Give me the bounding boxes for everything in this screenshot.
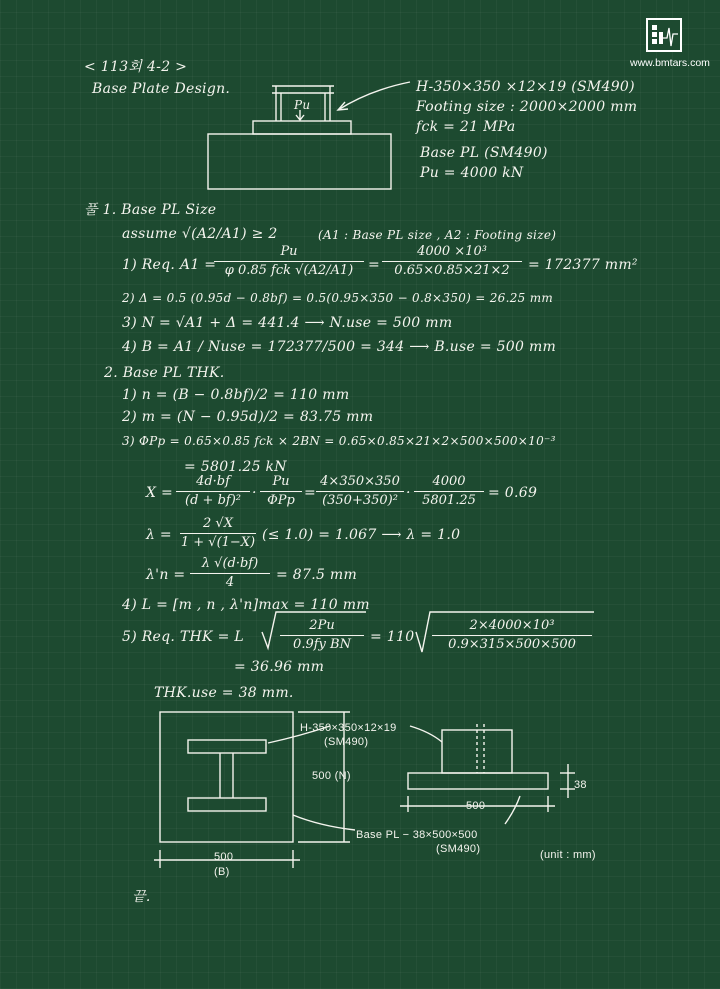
plan-section-grade: (SM490): [324, 736, 369, 748]
given-fck: fck = 21 MPa: [416, 119, 516, 135]
x-equals: =: [304, 485, 317, 501]
step2-heading: 2. Base PL THK.: [104, 365, 225, 381]
x-fraction-1: 4d·bf (d + bf)²: [176, 474, 250, 509]
x-fraction-4: 4000 5801.25: [414, 474, 484, 509]
thk-result: = 36.96 mm: [234, 659, 325, 675]
plate-label: Base PL − 38×500×500: [356, 829, 478, 841]
req-a1-prefix: 1) Req. A1 =: [122, 257, 217, 273]
step1-assume: assume √(A2/A1) ≥ 2: [122, 226, 278, 242]
given-load: Pu = 4000 kN: [420, 165, 524, 181]
n-line: 3) N = √A1 + Δ = 441.4 ⟶ N.use = 500 mm: [122, 315, 453, 331]
pp-line: 3) ΦPp = 0.65×0.85 fck × 2BN = 0.65×0.85×21×2×500×500×10⁻³: [122, 434, 556, 448]
lambda-lhs: λ =: [146, 527, 172, 543]
lambda-result: (≤ 1.0) = 1.067 ⟶ λ = 1.0: [262, 527, 461, 543]
plate-grade: (SM490): [436, 843, 481, 855]
b-line: 4) B = A1 / Nuse = 172377/500 = 344 ⟶ B.use = 500 mm: [122, 339, 557, 355]
thk-fraction-2: 2×4000×10³ 0.9×315×500×500: [432, 618, 592, 653]
diagram-load-label: Pu: [294, 98, 311, 112]
lambda-n-fraction: λ √(d·bf) 4: [190, 556, 270, 591]
thk-fraction-1: 2Pu 0.9fy BN: [280, 618, 364, 653]
b-dimension-sub: (B): [214, 866, 230, 878]
end-mark: 끝.: [132, 889, 151, 905]
req-a1-fraction-values: 4000 ×10³ 0.65×0.85×21×2: [382, 244, 522, 279]
unit-note: (unit : mm): [540, 849, 596, 861]
side-dimension: 500: [466, 800, 486, 812]
thk-mid: = 110: [370, 629, 415, 645]
delta-line: 2) Δ = 0.5 (0.95d − 0.8bf) = 0.5(0.95×350 − 0.8×350) = 26.25 mm: [122, 291, 554, 305]
n-cantilever-line: 1) n = (B − 0.8bf)/2 = 110 mm: [122, 387, 350, 403]
thk-prefix: 5) Req. THK = L: [122, 629, 244, 645]
m-cantilever-line: 2) m = (N − 0.95d)/2 = 83.75 mm: [122, 409, 374, 425]
lambda-fraction: 2 √X 1 + √(1−X): [180, 516, 256, 550]
given-footing: Footing size : 2000×2000 mm: [416, 99, 638, 115]
req-a1-equals: =: [368, 257, 381, 273]
x-fraction-2: Pu ΦPp: [260, 474, 302, 509]
req-a1-result: = 172377 mm²: [528, 257, 638, 273]
pp-result: = 5801.25 kN: [184, 459, 287, 475]
n-dimension: 500 (N): [312, 770, 351, 782]
lambda-n-result: = 87.5 mm: [276, 567, 358, 583]
x-result: = 0.69: [488, 485, 538, 501]
plan-section-label: H-350×350×12×19: [300, 722, 397, 734]
given-section: H-350×350 ×12×19 (SM490): [416, 79, 635, 95]
problem-ref: < 113회 4-2 >: [84, 59, 188, 75]
step1-assume-note: (A1 : Base PL size , A2 : Footing size): [318, 228, 557, 242]
x-dot-1: ·: [252, 485, 257, 501]
x-lhs: X =: [146, 485, 174, 501]
given-plate: Base PL (SM490): [420, 145, 548, 161]
x-dot-2: ·: [406, 485, 411, 501]
req-a1-fraction: Pu φ 0.85 fck √(A2/A1): [214, 244, 364, 279]
thk-dimension: 38: [574, 779, 587, 791]
l-line: 4) L = [m , n , λ'n]max = 110 mm: [122, 597, 370, 613]
x-fraction-3: 4×350×350 (350+350)²: [316, 474, 404, 509]
thk-use: THK.use = 38 mm.: [154, 685, 294, 701]
step1-heading: 풀 1. Base PL Size: [84, 202, 217, 218]
lambda-n-lhs: λ'n =: [146, 567, 186, 583]
b-dimension: 500: [214, 851, 234, 863]
logo-url: www.bmtars.com: [630, 57, 710, 69]
page-title: Base Plate Design.: [92, 81, 231, 97]
